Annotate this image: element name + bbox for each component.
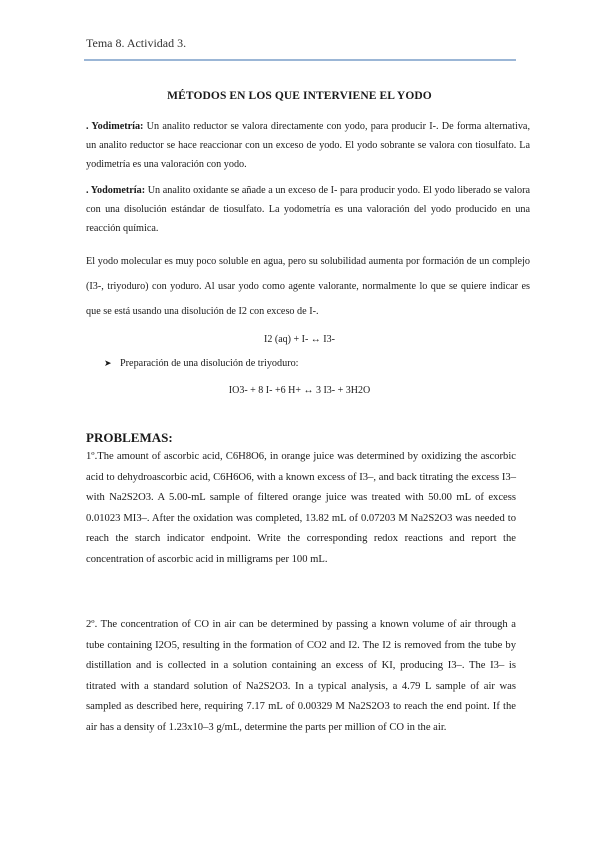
bullet-text: Preparación de una disolución de triyoduro: [120,358,299,369]
yodimetria-text: Un analito reductor se valora directamente con yodo, para producir I-. De forma alternativa, un analito reductor se hace reaccionar con un exceso de yodo. El yodo sobrante se valora con tiosulfato. La yodimetría es una valoración con yodo. [86,121,530,170]
problems-heading: PROBLEMAS: [86,430,173,445]
problem-1: 1º.The amount of ascorbic acid, C6H8O6, in orange juice was determined by oxidizing the ascorbic acid to dehydroascorbic acid, C6H6O6, with a known excess of I3–, and back titrating the excess I3– with Na2S2O3. A 5.00-mL sample of filtered orange juice was treated with 50.00 mL of excess 0.01023 MI3–. After the oxidation was completed, 13.82 mL of 0.07203 M Na2S2O3 was needed to reach the starch indicator endpoint. Write the corresponding redox reactions and report the concentration of ascorbic acid in milligrams per 100 mL. [86,451,516,565]
section-title: MÉTODOS EN LOS QUE INTERVIENE EL YODO [167,90,432,102]
yodimetria-paragraph [86,117,530,174]
yodometria-paragraph [86,181,530,238]
intro-paragraph: El yodo molecular es muy poco soluble en agua, pero su solubilidad aumenta por formación de un complejo (I3-, triyoduro) con yoduro. Al usar yodo como agente valorante, normalmente lo que se quiere indicar es que se está usando una disolución de I2 con exceso de I-. [86,256,530,317]
header-rule [84,59,516,61]
triiodide-equilibrium-equation: I2 (aq) + I- ↔ I3- [264,334,335,345]
triiodide-preparation-equation: IO3- + 8 I- +6 H+ ↔ 3 I3- + 3H2O [228,385,371,396]
yodometria-text: Un analito oxidante se añade a un exceso de I- para producir yodo. El yodo liberado se valora con una disolución estándar de tiosulfato. La yodometría es una valoración del yodo producido en una reacción química. [86,185,530,234]
yodimetria-label: . Yodimetría: [86,121,144,132]
bullet-item [104,358,299,369]
yodometria-label: . Yodometría: [86,185,146,196]
arrow-bullet-icon: ➤ [104,358,112,368]
page-header: Tema 8. Actividad 3. [86,36,187,50]
problem-2: 2º. The concentration of CO in air can be determined by passing a known volume of air through a tube containing I2O5, resulting in the formation of CO2 and I2. The I2 is removed from the tube by distillation and is collected in a solution containing an excess of KI, producing I3–. The I3– is titrated with a standard solution of Na2S2O3. In a typical analysis, a 4.79 L sample of air was sampled as described here, requiring 7.17 mL of 0.00329 M Na2S2O3 to reach the end point. If the air has a density of 1.23x10–3 g/mL, determine the parts per million of CO in the air. [86,619,516,733]
